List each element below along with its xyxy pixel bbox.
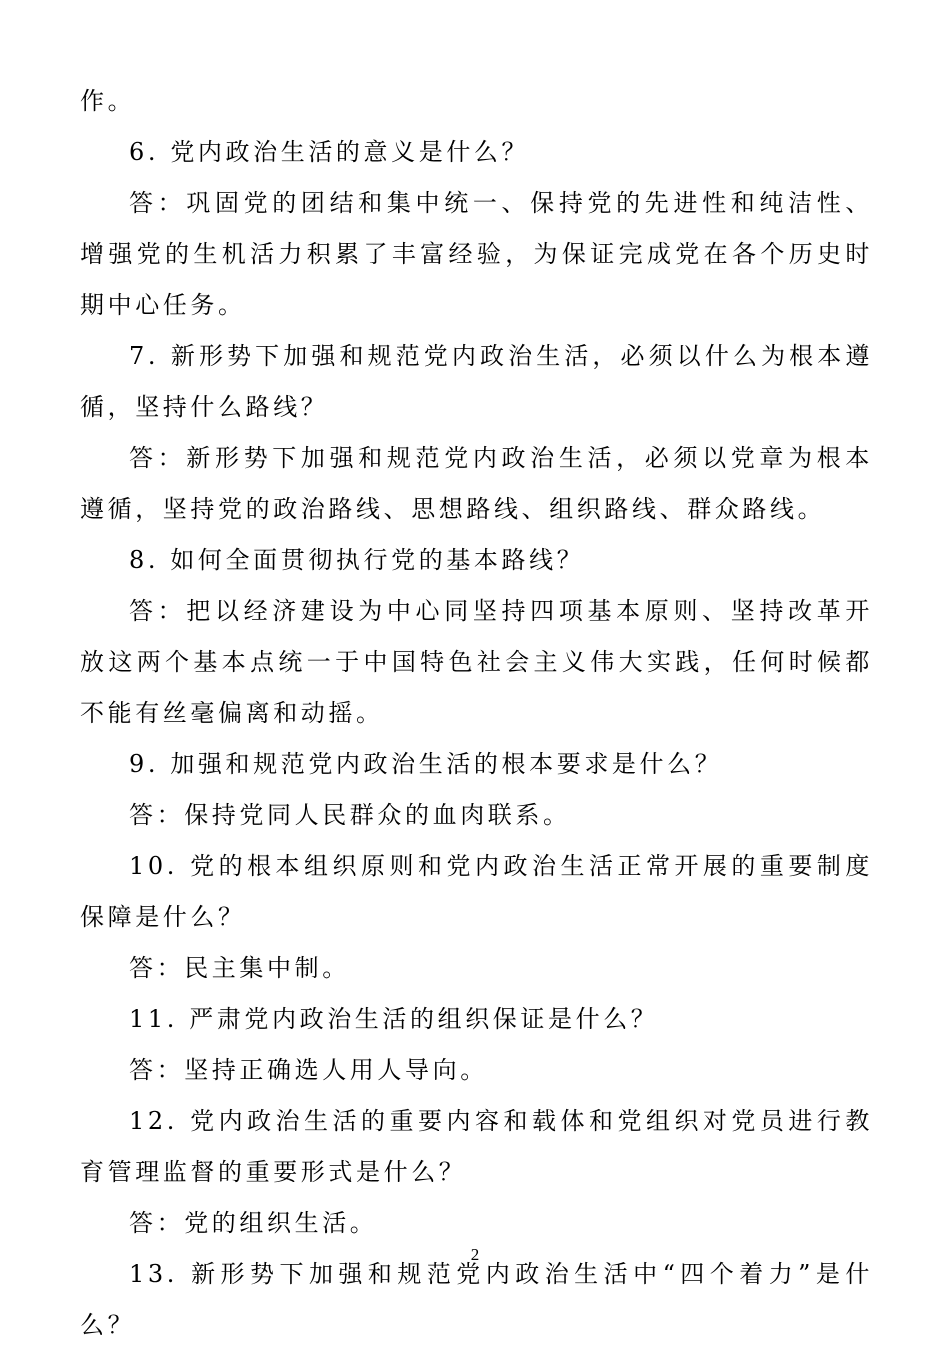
answer-9: 答：保持党同人民群众的血肉联系。 <box>129 801 571 829</box>
answer-8: 答：把以经济建设为中心同坚持四项基本原则、坚持改革开放这两个基本点统一于中国特色社会主义伟大实践，任何时候都不能有丝毫偏离和动摇。 <box>80 597 873 727</box>
question-9: 9. 加强和规范党内政治生活的根本要求是什么？ <box>129 750 723 778</box>
answer-10: 答：民主集中制。 <box>129 954 350 982</box>
question-7: 7. 新形势下加强和规范党内政治生活，必须以什么为根本遵循，坚持什么路线？ <box>80 342 873 421</box>
question-8: 8. 如何全面贯彻执行党的基本路线？ <box>129 546 585 574</box>
question-10: 10. 党的根本组织原则和党内政治生活正常开展的重要制度保障是什么？ <box>80 852 873 931</box>
answer-11: 答：坚持正确选人用人导向。 <box>129 1056 488 1084</box>
answer-6: 答：巩固党的团结和集中统一、保持党的先进性和纯洁性、增强党的生机活力积累了丰富经验，为保证完成党在各个历史时期中心任务。 <box>80 189 873 319</box>
answer-12: 答：党的组织生活。 <box>129 1209 378 1237</box>
question-11: 11. 严肃党内政治生活的组织保证是什么？ <box>129 1005 659 1033</box>
question-12: 12. 党内政治生活的重要内容和载体和党组织对党员进行教育管理监督的重要形式是什么？ <box>80 1107 873 1186</box>
question-13: 13. 新形势下加强和规范党内政治生活中“四个着力”是什么？ <box>80 1260 873 1339</box>
paragraph-continuation: 作。 <box>80 87 136 115</box>
answer-7: 答：新形势下加强和规范党内政治生活，必须以党章为根本遵循，坚持党的政治路线、思想路线、组织路线、群众路线。 <box>80 444 873 523</box>
document-body <box>80 76 873 1351</box>
page-number: 2 <box>470 1245 480 1264</box>
question-6: 6. 党内政治生活的意义是什么？ <box>129 138 530 166</box>
